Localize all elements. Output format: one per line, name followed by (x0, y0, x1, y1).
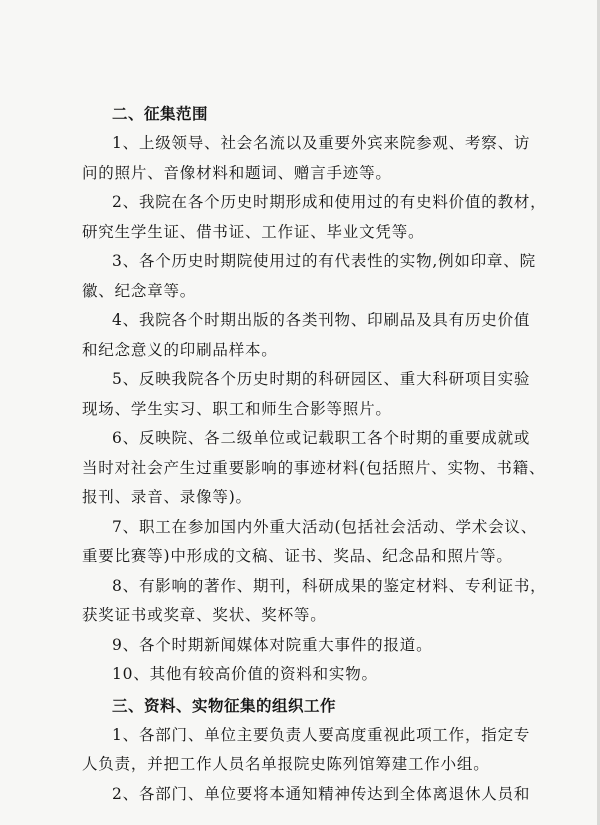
list-item-paragraph (82, 129, 531, 188)
list-item-paragraph (82, 188, 547, 247)
paragraph-line: 1、上级领导、社会名流以及重要外宾来院参观、考察、访 (112, 134, 531, 152)
list-item-paragraph (82, 572, 547, 631)
paragraph-line: 重要比赛等)中形成的文稿、证书、奖品、纪念品和照片等。 (82, 547, 513, 565)
paragraph-line: 现场、学生实习、职工和师生合影等照片。 (82, 399, 392, 418)
paragraph-line: 2、各部门、单位要将本通知精神传达到全体离退休人员和 (112, 784, 531, 803)
list-item-paragraph (82, 247, 536, 306)
paragraph-line: 徽、纪念章等。 (82, 281, 197, 300)
paragraph-line: 获奖证书或奖章、奖状、奖杯等。 (82, 606, 327, 624)
list-item-paragraph (82, 306, 531, 365)
paragraph-line: 和纪念意义的印刷品样本。 (82, 340, 278, 359)
list-item-paragraph (82, 631, 522, 661)
paragraph-line: 7、职工在参加国内外重大活动(包括社会活动、学术会议、 (112, 517, 538, 536)
paragraph-line: 当时对社会产生过重要影响的事迹材料(包括照片、实物、书籍、 (82, 458, 546, 477)
list-item-paragraph (82, 513, 538, 572)
list-item-paragraph (82, 721, 531, 780)
paragraph-line: 10、其他有较高价值的资料和实物。 (112, 665, 378, 683)
paragraph-line: 1、各部门、单位主要负责人要高度重视此项工作，指定专 (112, 725, 531, 744)
section-heading: 三、资料、实物征集的组织工作 (112, 695, 337, 715)
paragraph-line: 报刊、录音、录像等)。 (82, 488, 252, 506)
section-heading: 二、征集范围 (112, 104, 209, 123)
paragraph-line: 6、反映院、各二级单位或记载职工各个时期的重要成就或 (112, 429, 531, 447)
paragraph-line: 研究生学生证、借书证、工作证、毕业文凭等。 (82, 222, 425, 241)
paragraph-line: 3、各个历史时期院使用过的有代表性的实物,例如印章、院 (112, 252, 536, 270)
paragraph-line: 问的照片、音像材料和题词、赠言手迹等。 (82, 163, 392, 182)
list-item-paragraph (82, 780, 531, 810)
list-item-paragraph (82, 660, 522, 690)
document-body (82, 98, 547, 809)
list-item-paragraph (82, 365, 531, 424)
paragraph-line: 2、我院在各个历史时期形成和使用过的有史料价值的教材， (112, 193, 547, 211)
paragraph-line: 5、反映我院各个历史时期的科研园区、重大科研项目实验 (112, 370, 531, 388)
paragraph-line: 9、各个时期新闻媒体对院重大事件的报道。 (112, 635, 433, 654)
paragraph-line: 4、我院各个时期出版的各类刊物、印刷品及具有历史价值 (112, 311, 531, 329)
list-item-paragraph (82, 424, 546, 513)
paragraph-line: 人负责，并把工作人员名单报院史陈列馆筹建工作小组。 (82, 755, 490, 773)
paragraph-line: 8、有影响的著作、期刊，科研成果的鉴定材料、专利证书， (112, 576, 547, 595)
